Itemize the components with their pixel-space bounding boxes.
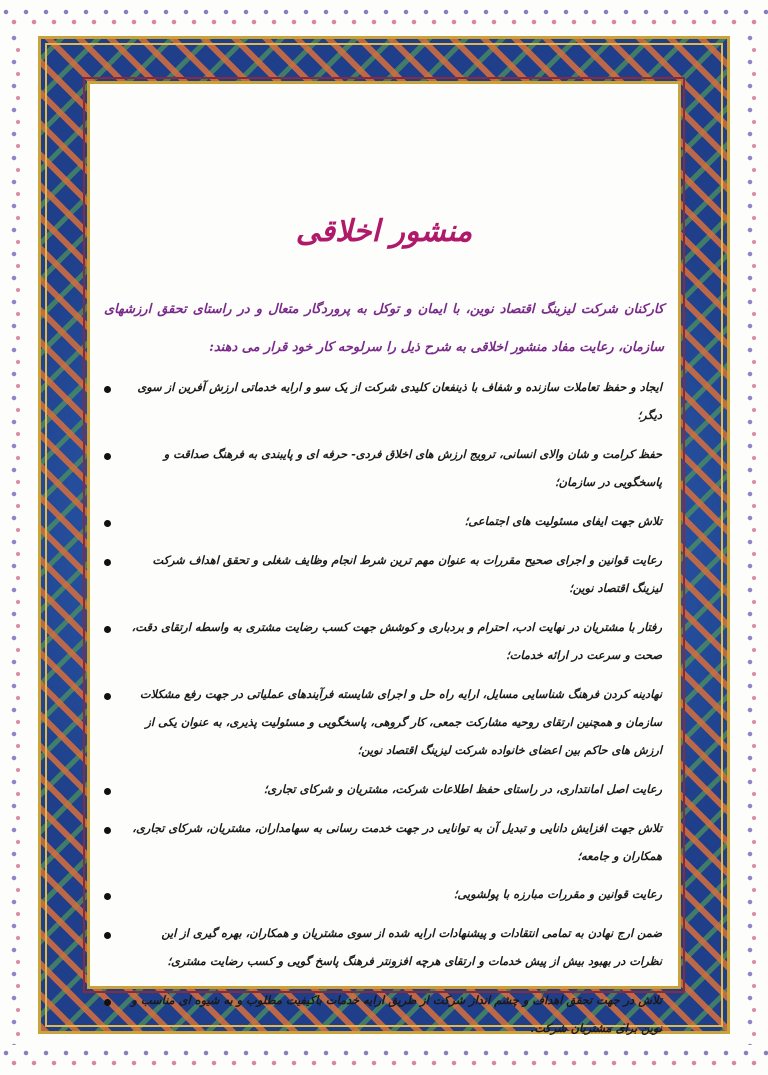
left-ornament-column [6,30,26,1045]
charter-item [104,987,664,1043]
bullet-icon [104,520,111,527]
ornamental-frame [38,36,730,1034]
charter-item [104,920,664,976]
bullet-icon [104,559,111,566]
bullet-icon [104,626,111,633]
bullet-icon [104,788,111,795]
charter-item-text: ضمن ارج نهادن به تمامی انتقادات و پیشنهادات ارایه شده از سوی مشتریان و همکاران، بهره گیری از این نظرات در بهبود بیش از پیش خدمات و ارتقای هرچه افزونتر فرهنگ پاسخ گویی و کسب رضایت مشتری؛ [161,926,662,969]
charter-item [104,441,664,497]
charter-title: منشور اخلاقی [295,214,473,249]
charter-item-text: تلاش جهت افزایش دانایی و تبدیل آن به توانایی در جهت خدمت رسانی به سهامداران، مشتریان، شرکای تجاری، همکاران و جامعه؛ [132,820,662,863]
bullet-icon [104,893,111,900]
bullet-icon [104,827,111,834]
top-ornament-row [0,4,768,30]
charter-item [104,374,664,430]
charter-item-text: رفتار با مشتریان در نهایت ادب، احترام و بردباری و کوشش جهت کسب رضایت مشتری به واسطه ارتقای دقت، صحت و سرعت در ارائه خدمات؛ [131,619,662,662]
charter-item-text: تلاش در جهت تحقق اهداف و چشم انداز شرکت از طریق ارایه خدمات باکیفیت مطلوب و به شیوه ای مناسب و نوین برای مشتریان شرکت. [131,993,662,1036]
charter-item-text: نهادینه کردن فرهنگ شناسایی مسایل، ارایه راه حل و اجرای شایسته فرآیندهای عملیاتی در جهت رفع مشکلات سازمان و همچنین ارتقای روحیه مشارکت جمعی، کار گروهی، پاسخگویی و مسئولیت پذیری، به عنوان یکی از ارزش های حاکم بین اعضای خانواده شرکت لیزینگ اقتصاد نوین؛ [139,686,662,757]
bullet-icon [104,453,111,460]
charter-item-text: تلاش جهت ایفای مسئولیت های اجتماعی؛ [464,514,662,529]
charter-item [104,776,664,804]
bullet-icon [104,386,111,393]
charter-item [104,508,664,536]
charter-item [104,614,664,670]
charter-item [104,815,664,871]
charter-item [104,681,664,765]
right-ornament-column [742,30,762,1045]
bullet-icon [104,999,111,1006]
bullet-icon [104,932,111,939]
charter-item-text: رعایت اصل امانتداری، در راستای حفظ اطلاعات شرکت، مشتریان و شرکای تجاری؛ [263,781,662,796]
charter-item-text: رعایت قوانین و اجرای صحیح مقررات به عنوان مهم ترین شرط انجام وظایف شغلی و تحقق اهداف شرکت لیزینگ اقتصاد نوین؛ [152,553,662,595]
bullet-icon [104,693,111,700]
charter-item-text: حفظ کرامت و شان والای انسانی، ترویج ارزش های اخلاق فردی- حرفه ای و پایبندی به فرهنگ صداقت و پاسخگویی در سازمان؛ [163,447,662,490]
charter-items [104,374,664,1043]
text-panel [87,81,681,1036]
charter-intro: کارکنان شرکت لیزینگ اقتصاد نوین، با ایمان و توکل به پروردگار متعال و در راستای تحقق ارزشهای سازمان، رعایت مفاد منشور اخلاقی به شرح ذیل را سرلوحه کار خود قرار می دهند: [104,302,664,355]
charter-item-text: ایجاد و حفظ تعاملات سازنده و شفاف با ذینفعان کلیدی شرکت از یک سو و ارایه خدماتی ارزش آفرین از سوی دیگر؛ [137,380,662,423]
charter-item-text: رعایت قوانین و مقررات مبارزه با پولشویی؛ [453,887,662,902]
charter-item [104,547,664,603]
charter-item [104,881,664,909]
charter-content [104,214,664,1054]
